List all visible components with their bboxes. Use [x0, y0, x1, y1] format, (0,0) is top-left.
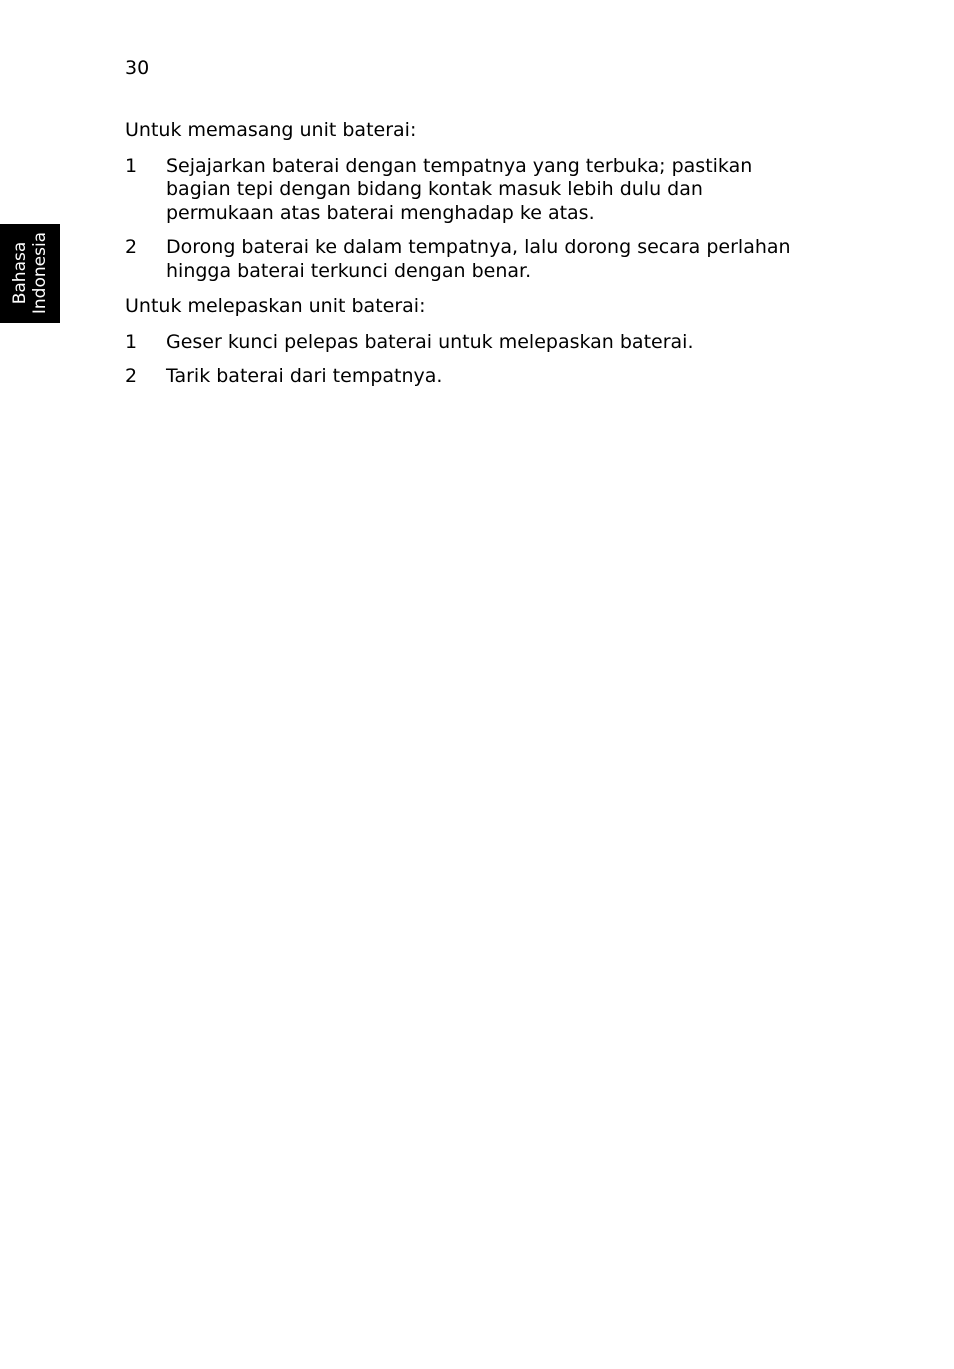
install-step	[125, 155, 825, 226]
step-number: 2	[125, 365, 138, 387]
step-number: 2	[125, 236, 138, 258]
language-side-tab-line-2: Indonesia	[30, 231, 50, 315]
install-steps-list	[125, 155, 825, 284]
remove-step	[125, 365, 825, 389]
remove-step	[125, 331, 825, 355]
step-text	[166, 365, 825, 389]
install-step	[125, 236, 825, 283]
step-text-line: permukaan atas baterai menghadap ke atas.	[166, 201, 595, 224]
step-text-line: Tarik baterai dari tempatnya.	[166, 365, 443, 387]
step-text-line: Sejajarkan baterai dengan tempatnya yang terbuka; pastikan	[166, 154, 753, 177]
step-text-line: Dorong baterai ke dalam tempatnya, lalu dorong secara perlahan	[166, 236, 791, 258]
language-side-tab	[0, 224, 60, 323]
step-text-line: hingga baterai terkunci dengan benar.	[166, 259, 532, 282]
step-text	[166, 331, 825, 355]
install-heading: Untuk memasang unit baterai:	[125, 119, 417, 141]
step-text-line: Geser kunci pelepas baterai untuk melepaskan baterai.	[166, 330, 694, 353]
language-side-tab-line-1: Bahasa	[10, 241, 30, 305]
language-side-tab-label	[10, 232, 50, 314]
step-text	[166, 236, 825, 283]
document-body	[125, 119, 825, 401]
step-number: 1	[125, 154, 138, 177]
step-text	[166, 155, 825, 226]
step-text-line: bagian tepi dengan bidang kontak masuk lebih dulu dan	[166, 178, 703, 200]
remove-heading: Untuk melepaskan unit baterai:	[125, 295, 426, 317]
remove-steps-list	[125, 331, 825, 389]
page-number: 30	[125, 57, 150, 79]
step-number: 1	[125, 330, 138, 353]
